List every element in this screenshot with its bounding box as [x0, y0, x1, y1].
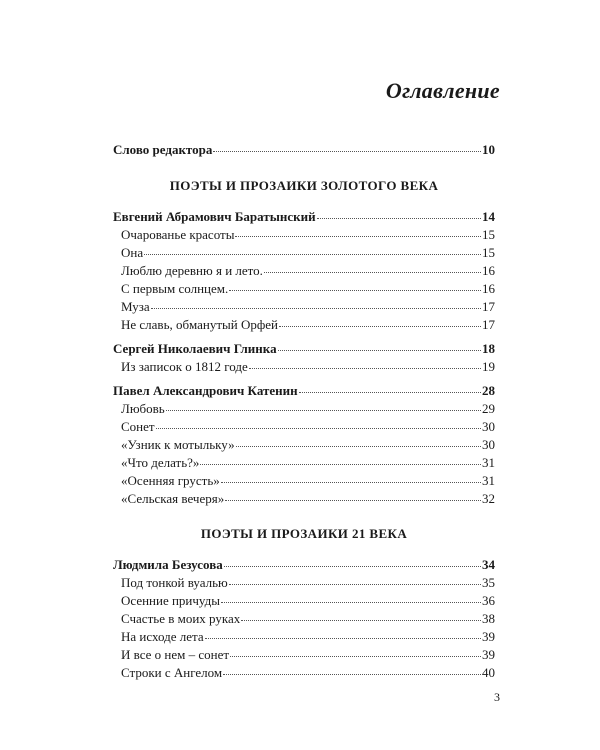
work-title: Счастье в моих руках	[121, 611, 241, 626]
work-title: «Что делать?»	[121, 455, 200, 470]
work-page: 30	[482, 437, 495, 452]
dot-leader	[278, 350, 481, 351]
toc-entry-page: 10	[482, 142, 495, 157]
toc-author-entry[interactable]	[113, 340, 495, 358]
dot-leader	[151, 308, 481, 309]
author-page: 14	[482, 209, 495, 224]
toc-work-entry[interactable]	[113, 418, 495, 436]
toc-work-entry[interactable]	[113, 400, 495, 418]
author-page: 18	[482, 341, 495, 356]
work-page: 30	[482, 419, 495, 434]
dot-leader	[236, 446, 481, 447]
work-title: Строки с Ангелом	[121, 665, 223, 680]
work-page: 31	[482, 455, 495, 470]
section-heading: ПОЭТЫ И ПРОЗАИКИ ЗОЛОТОГО ВЕКА	[169, 178, 439, 193]
work-title: Из записок о 1812 годе	[121, 359, 248, 374]
author-name: Сергей Николаевич Глинка	[113, 341, 277, 356]
work-title: Не славь, обманутый Орфей	[121, 317, 279, 332]
work-page: 15	[482, 245, 495, 260]
work-title: «Сельская вечеря»	[121, 491, 225, 506]
dot-leader	[200, 464, 481, 465]
dot-leader	[225, 500, 481, 501]
toc-work-entry[interactable]	[113, 610, 495, 628]
work-title: Любовь	[121, 401, 165, 416]
dot-leader	[230, 656, 481, 657]
dot-leader	[224, 566, 481, 567]
dot-leader	[205, 638, 481, 639]
work-page: 36	[482, 593, 495, 608]
dot-leader	[299, 392, 481, 393]
toc-entry-editor[interactable]	[113, 140, 495, 160]
toc-work-entry[interactable]	[113, 574, 495, 592]
work-page: 35	[482, 575, 495, 590]
toc-work-entry[interactable]	[113, 298, 495, 316]
dot-leader	[264, 272, 481, 273]
toc-work-entry[interactable]	[113, 628, 495, 646]
work-title: Она	[121, 245, 144, 260]
work-page: 16	[482, 281, 495, 296]
dot-leader	[221, 602, 481, 603]
work-title: Осенние причуды	[121, 593, 220, 608]
toc-work-entry[interactable]	[113, 490, 495, 508]
author-name: Людмила Безусова	[113, 557, 223, 572]
work-page: 17	[482, 299, 495, 314]
toc-entry-title: Слово редактора	[113, 142, 213, 157]
toc-work-entry[interactable]	[113, 592, 495, 610]
table-of-contents	[113, 140, 495, 682]
work-title: С первым солнцем.	[121, 281, 229, 296]
work-page: 39	[482, 629, 495, 644]
dot-leader	[249, 368, 481, 369]
dot-leader	[156, 428, 481, 429]
toc-work-entry[interactable]	[113, 262, 495, 280]
dot-leader	[144, 254, 481, 255]
work-page: 16	[482, 263, 495, 278]
author-page: 34	[482, 557, 495, 572]
work-page: 32	[482, 491, 495, 506]
toc-work-entry[interactable]	[113, 358, 495, 376]
work-page: 29	[482, 401, 495, 416]
work-page: 40	[482, 665, 495, 680]
dot-leader	[221, 482, 481, 483]
toc-work-entry[interactable]	[113, 280, 495, 298]
work-page: 38	[482, 611, 495, 626]
dot-leader	[317, 218, 481, 219]
toc-work-entry[interactable]	[113, 646, 495, 664]
work-page: 17	[482, 317, 495, 332]
toc-author-entry[interactable]	[113, 208, 495, 226]
toc-work-entry[interactable]	[113, 244, 495, 262]
dot-leader	[235, 236, 481, 237]
toc-author-entry[interactable]	[113, 382, 495, 400]
author-name: Павел Александрович Катенин	[113, 383, 298, 398]
work-title: Под тонкой вуалью	[121, 575, 228, 590]
work-page: 31	[482, 473, 495, 488]
dot-leader	[241, 620, 481, 621]
section-heading: ПОЭТЫ И ПРОЗАИКИ 21 ВЕКА	[200, 526, 408, 541]
dot-leader	[229, 584, 481, 585]
toc-work-entry[interactable]	[113, 664, 495, 682]
author-name: Евгений Абрамович Баратынский	[113, 209, 316, 224]
toc-work-entry[interactable]	[113, 472, 495, 490]
toc-work-entry[interactable]	[113, 226, 495, 244]
page-number: 3	[494, 690, 500, 704]
toc-work-entry[interactable]	[113, 316, 495, 334]
toc-author-entry[interactable]	[113, 556, 495, 574]
toc-work-entry[interactable]	[113, 454, 495, 472]
work-title: «Узник к мотыльку»	[121, 437, 235, 452]
dot-leader	[223, 674, 481, 675]
work-page: 19	[482, 359, 495, 374]
dot-leader	[166, 410, 481, 411]
work-title: «Осенняя грусть»	[121, 473, 220, 488]
toc-work-entry[interactable]	[113, 436, 495, 454]
work-title: Муза	[121, 299, 150, 314]
dot-leader	[229, 290, 481, 291]
work-page: 15	[482, 227, 495, 242]
work-title: Очарованье красоты	[121, 227, 235, 242]
author-page: 28	[482, 383, 495, 398]
work-title: Сонет	[121, 419, 155, 434]
work-title: Люблю деревню я и лето.	[121, 263, 263, 278]
work-page: 39	[482, 647, 495, 662]
work-title: На исходе лета	[121, 629, 204, 644]
work-title: И все о нем – сонет	[121, 647, 230, 662]
page-title: Оглавление	[385, 78, 500, 103]
dot-leader	[279, 326, 481, 327]
dot-leader	[213, 151, 481, 152]
